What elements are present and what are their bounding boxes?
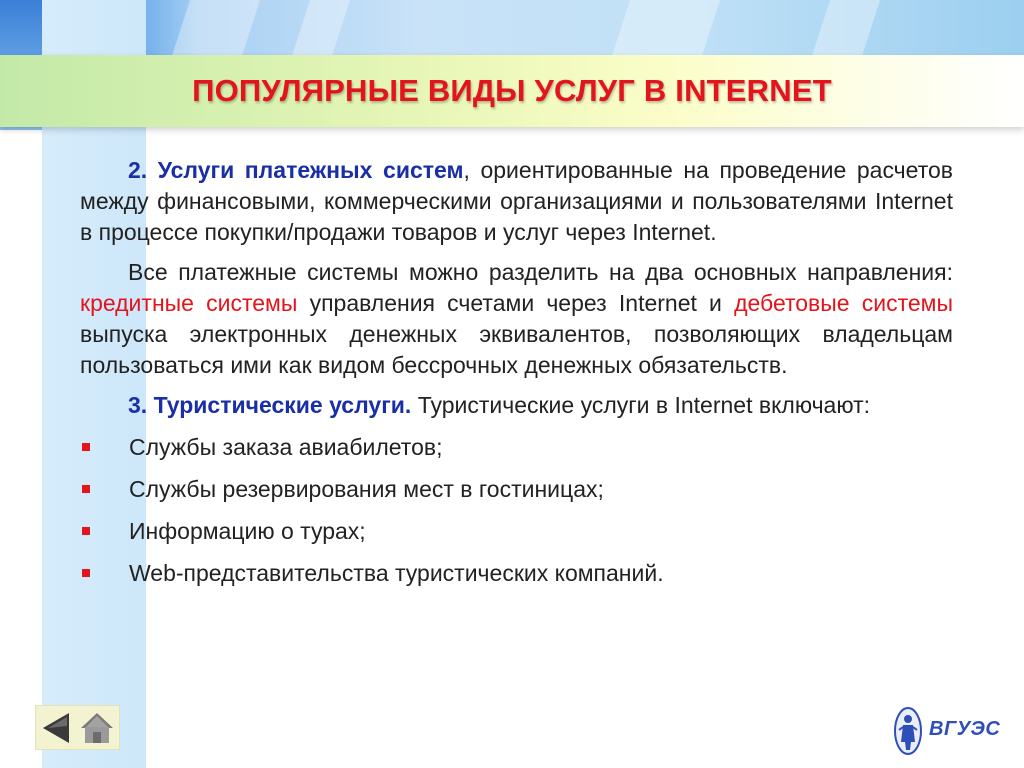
list-item [80,432,953,463]
slide-content [80,155,953,589]
bullet-square-icon [82,443,90,451]
tourism-services-list [80,432,953,589]
credit-systems-term: кредитные системы [80,290,298,316]
payment-systems-text: , ориентированные на проведение расчетов между финансовыми, коммерческими организациями и пользователями Internet в процессе покупки/продажи товаров и услуг через Internet. [80,157,953,245]
logo-text: ВГУЭС [929,718,1001,740]
payment-types-text-b: управления счетами через Internet и [297,290,735,316]
tourism-text: Туристические услуги в Internet включают: [411,392,871,418]
header-streak [610,0,720,62]
home-button[interactable] [79,710,115,746]
bullet-square-icon [82,485,90,493]
tourism-heading: 3. Туристические услуги. [128,392,412,418]
list-item-text: Web-представительства туристических компаний. [129,560,664,586]
paragraph-payment-types [80,257,953,381]
header-band [0,0,1024,62]
emblem-icon [893,706,923,756]
list-item-text: Службы резервирования мест в гостиницах; [129,476,604,502]
list-item [80,474,953,505]
header-streak [170,0,260,62]
debit-systems-term: дебетовые системы [734,290,954,316]
back-button[interactable] [39,710,75,746]
list-item [80,516,953,547]
bullet-square-icon [82,569,90,577]
home-icon [79,710,115,746]
payment-types-text-a: Все платежные системы можно разделить на два основных направления: [128,259,953,285]
paragraph-tourism [80,390,953,421]
header-streak [810,0,880,62]
bullet-square-icon [82,527,90,535]
list-item [80,558,953,589]
payment-types-text-c: выпуска электронных денежных эквивалентов, позволяющих владельцам пользоваться ими как видом бессрочных денежных обязательств. [80,321,953,378]
list-item-text: Информацию о турах; [129,518,366,544]
slide-navigation [35,705,120,750]
list-item-text: Службы заказа авиабилетов; [129,434,443,460]
triangle-left-icon [39,710,75,746]
header-streak [290,0,350,62]
slide-title: ПОПУЛЯРНЫЕ ВИДЫ УСЛУГ В INTERNET [192,73,832,108]
payment-systems-heading: 2. Услуги платежных систем [128,157,464,183]
university-logo [893,706,1008,758]
paragraph-payment-systems [80,155,953,248]
